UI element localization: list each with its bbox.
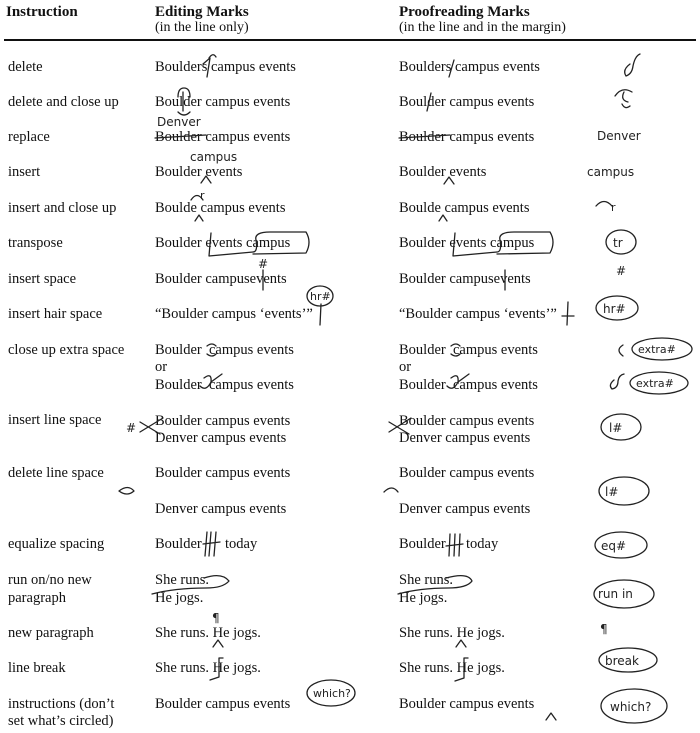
proof-example: Boulders campus events — [399, 59, 540, 75]
instruction-label: transpose — [8, 235, 63, 251]
margin-handwriting-extra-hash-2: extra# — [636, 377, 674, 390]
proof-example: Denver campus events — [399, 430, 531, 446]
instruction-label: set what’s circled) — [8, 713, 114, 729]
instruction-label: insert — [8, 164, 41, 180]
margin-circle-tr — [606, 230, 636, 254]
proof-example: Boulder events — [399, 164, 487, 180]
handwriting-denver: Denver — [157, 115, 201, 129]
handwriting-r: r — [200, 189, 205, 202]
proof-example-word2: today — [466, 536, 499, 552]
editing-header-sub: (in the line only) — [155, 20, 249, 35]
proof-example: Boulder campus events — [399, 696, 535, 712]
editing-example-or: or — [155, 359, 168, 375]
instruction-label: replace — [8, 129, 50, 145]
equalize-mark — [446, 534, 463, 556]
margin-handwriting-eq-hash: eq# — [601, 539, 627, 553]
margin-circle-eq-hash — [595, 532, 647, 558]
margin-handwriting-break: break — [605, 654, 639, 668]
margin-circle-l-hash — [599, 477, 649, 505]
editing-example: Boulder campus events — [155, 413, 291, 429]
instruction-label: delete — [8, 59, 43, 75]
proof-example: She runs. — [399, 572, 453, 588]
delete-line-space-mark — [119, 488, 134, 495]
margin-handwriting-hash: # — [616, 264, 627, 278]
proof-example: Boulde campus events — [399, 200, 530, 216]
instruction-label: delete line space — [8, 465, 104, 481]
proof-example: Boulder campus events — [399, 94, 535, 110]
margin-circle-l-hash — [601, 414, 641, 440]
editing-example: Boulder campusevents — [155, 271, 287, 287]
margin-handwriting-r: r — [611, 201, 616, 214]
editing-example: Boulder events — [155, 164, 243, 180]
proof-example: Boulder campus events — [399, 413, 535, 429]
margin-delete-mark — [610, 374, 624, 389]
margin-handwriting-hr-hash: hr# — [603, 302, 626, 316]
margin-delete-close-mark — [615, 90, 632, 108]
instruction-label: line break — [8, 660, 66, 676]
handwriting-hash: # — [126, 421, 137, 435]
editing-header-label: Editing Marks — [155, 4, 249, 20]
editing-example-word1: Boulder — [155, 536, 202, 552]
instruction-label: paragraph — [8, 590, 66, 606]
proof-example: Denver campus events — [399, 501, 531, 517]
instruction-label: close up extra space — [8, 342, 125, 358]
circle-which — [307, 680, 355, 706]
editing-example: Boulde campus events — [155, 200, 286, 216]
instruction-header-label: Instruction — [6, 4, 78, 20]
margin-handwriting-extra-hash: extra# — [638, 343, 676, 356]
margin-circle-extra-hash — [632, 338, 692, 360]
editing-example: Boulder campus events — [155, 129, 291, 145]
instruction-label: new paragraph — [8, 625, 94, 641]
proof-example: Boulder events campus — [399, 235, 535, 251]
header-rule — [4, 39, 696, 41]
proof-example-or: or — [399, 359, 412, 375]
margin-circle-run-in — [594, 580, 654, 608]
editing-example: He jogs. — [155, 590, 204, 606]
editing-example: She runs. He jogs. — [155, 660, 261, 676]
editing-example: Boulder events campus — [155, 235, 291, 251]
instruction-label: insert and close up — [8, 200, 117, 216]
margin-handwriting-tr: tr — [613, 236, 623, 250]
editing-example: She runs. He jogs. — [155, 625, 261, 641]
equalize-mark — [203, 532, 220, 556]
proofreading-header-label: Proofreading Marks — [399, 4, 530, 20]
hair-space-line — [562, 302, 574, 325]
hair-space-line — [320, 304, 321, 325]
proof-example: Boulder campus events — [399, 342, 538, 358]
editing-example: Boulder campus events — [155, 377, 294, 393]
margin-circle-break — [599, 648, 657, 672]
proof-example-word1: Boulder — [399, 536, 446, 552]
instruction-label: delete and close up — [8, 94, 119, 110]
handwriting-hash: # — [258, 257, 269, 271]
margin-handwriting-denver: Denver — [597, 129, 641, 143]
instruction-label: insert hair space — [8, 306, 103, 322]
margin-handwriting-which: which? — [610, 700, 652, 714]
delete-line-space-mark — [384, 488, 398, 492]
instruction-label: run on/no new — [8, 572, 92, 588]
margin-circle-extra-hash-2 — [630, 372, 688, 394]
handwriting-which: which? — [313, 687, 351, 700]
editing-example: Boulder campus events — [155, 342, 294, 358]
editing-example: “Boulder campus ‘events’” — [155, 306, 313, 322]
proof-example: Boulder campus events — [399, 377, 538, 393]
proof-example: Boulder campus events — [399, 129, 535, 145]
instruction-label: insert space — [8, 271, 77, 287]
margin-handwriting-l-hash: l# — [605, 485, 619, 499]
proof-example: “Boulder campus ‘events’” — [399, 306, 557, 322]
margin-circle-hr-hash — [596, 296, 638, 320]
instruction-label: equalize spacing — [8, 536, 105, 552]
caret-mark — [546, 713, 556, 720]
handwriting-hr-hash: hr# — [310, 290, 331, 303]
proof-example: Boulder campus events — [399, 465, 535, 481]
margin-delete-mark — [625, 54, 640, 76]
margin-handwriting-campus: campus — [587, 165, 635, 179]
editing-example: Boulder campus events — [155, 696, 291, 712]
editing-example: Denver campus events — [155, 501, 287, 517]
editing-example: Boulders campus events — [155, 59, 296, 75]
editing-example-word2: today — [225, 536, 258, 552]
column-header-proofreading — [399, 4, 566, 36]
editing-example: She runs. — [155, 572, 209, 588]
editing-example: Boulder campus events — [155, 465, 291, 481]
editing-example: Denver campus events — [155, 430, 287, 446]
editing-example: Boulder campus events — [155, 94, 291, 110]
instruction-label: insert line space — [8, 412, 102, 428]
circle-hr-hash — [307, 286, 333, 306]
handwriting-para: ¶ — [212, 611, 220, 625]
margin-handwriting-l-hash: l# — [609, 421, 623, 435]
column-header-instruction — [6, 4, 78, 20]
instruction-label: instructions (don’t — [8, 696, 115, 712]
margin-close-up-mark — [619, 345, 623, 356]
proof-example: Boulder campusevents — [399, 271, 531, 287]
margin-circle-which — [601, 689, 667, 723]
column-header-editing — [155, 4, 249, 36]
margin-handwriting-para: ¶ — [600, 622, 608, 636]
proofreading-header-sub: (in the line and in the margin) — [399, 20, 566, 35]
proof-example: She runs. He jogs. — [399, 625, 505, 641]
proof-example: She runs. He jogs. — [399, 660, 505, 676]
margin-handwriting-run-in: run in — [598, 587, 633, 601]
handwriting-campus: campus — [190, 150, 238, 164]
proof-example: He jogs. — [399, 590, 448, 606]
margin-close-up-arc — [596, 202, 612, 207]
